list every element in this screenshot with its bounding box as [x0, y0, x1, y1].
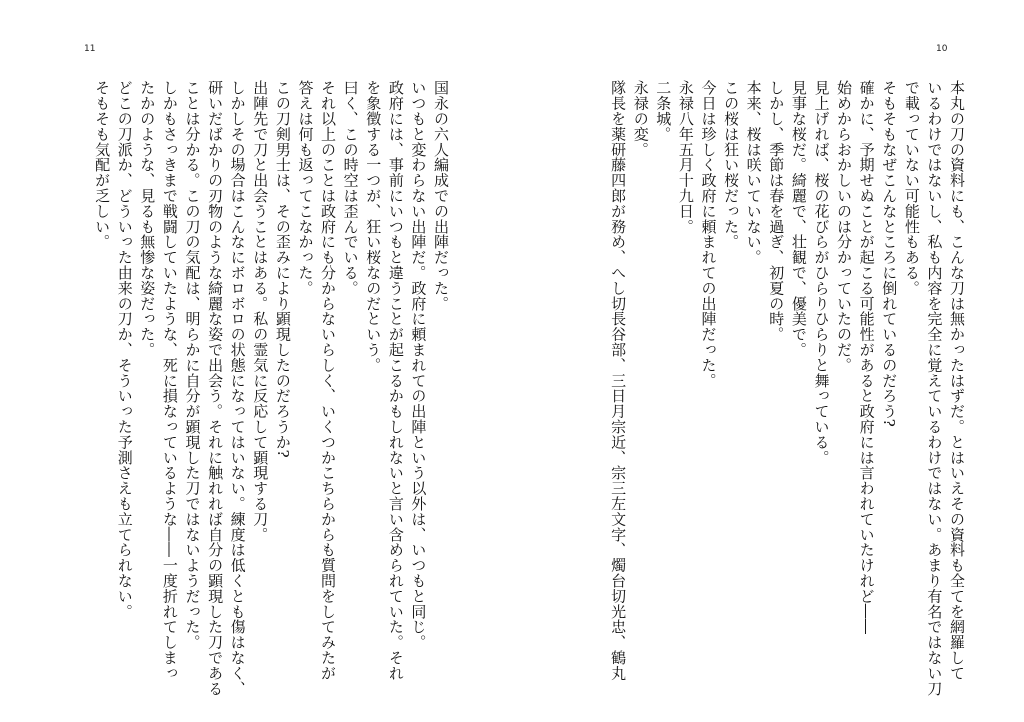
text-line: 隊長を薬研藤四郎が務め、へし切長谷部、三日月宗近、宗三左文字、燭台切光忠、鶴丸 [609, 80, 628, 681]
text-line: 政府には、事前にいつもと違うことが起こるかもしれないと言い含められていた。それ [386, 80, 405, 681]
text-line: しかし、季節は春を過ぎ、初夏の時。 [767, 80, 786, 342]
text-line: 始めからおかしいのは分かっていたのだ。 [835, 80, 854, 373]
text-line: 永禄八年五月十九日。 [676, 80, 695, 234]
text-line: 本丸の刀の資料にも、こんな刀は無かったはずだ。とはいえその資料も全てを網羅して [948, 80, 966, 681]
right-page [512, 0, 1024, 722]
text-line: 見事な桜だ。綺麗で、壮観で、優美で。 [789, 80, 808, 358]
page-number-right: 10 [936, 44, 948, 54]
text-line: 曰く、この時空は歪んでいる。 [341, 80, 360, 296]
text-line: 研いだばかりの刃物のような綺麗な姿で出会う。それに触れれば自分の顕現した刀である [206, 80, 225, 696]
text-line: そもそもなぜこんなところに倒れているのだろう? [880, 80, 899, 428]
text-line: いるわけではないし、私も内容を完全に覚えているわけではない。あまり有名ではない刀 [925, 80, 944, 696]
text-line: しかもさっきまで戦闘していたような、死に損なっているような――一度折れてしまっ [160, 80, 179, 681]
text-line: それ以上のことは政府にも分からないらしく、いくつかこちらからも質問をしてみたが [319, 80, 338, 681]
left-page-text [82, 80, 452, 696]
text-line: そもそも気配が乏しい。 [93, 80, 112, 250]
text-line: しかしその場合はこんなにボロボロの状態になってはいない。練度は低くとも傷はなく、 [228, 80, 247, 696]
text-line: ことは分かる。この刀の気配は、明らかに自分が顕現した刀ではないようだった。 [183, 80, 202, 650]
text-line: 今日は珍しく政府に頼まれての出陣だった。 [699, 80, 718, 388]
text-line: 国永の六人編成での出陣だった。 [432, 80, 450, 311]
text-line: 本来、桜は咲いていない。 [744, 80, 763, 265]
text-line: 確かに、予期せぬことが起こる可能性があると政府には言われていたけれど―― [857, 80, 876, 635]
text-line: 答えは何も返ってこなかった。 [296, 80, 315, 296]
page-number-left: 11 [84, 44, 96, 54]
text-line: この刀剣男士は、その歪みにより顕現したのだろうか? [273, 80, 292, 459]
text-line: を象徴する一つが、狂い桜なのだという。 [364, 80, 383, 373]
text-line: 永禄の変。 [631, 80, 650, 157]
right-page-text [568, 80, 968, 696]
text-line: たかのような、見るも無惨な姿だった。 [138, 80, 157, 358]
text-line: どこの刀派か、どういった由来の刀か、そういった予測さえも立てられない。 [115, 80, 134, 619]
text-line: で載っていない可能性もある。 [902, 80, 921, 296]
text-line: 見上げれば、桜の花びらがひらりひらりと舞っている。 [812, 80, 831, 465]
text-line: 二条城。 [654, 80, 673, 142]
text-line: 出陣先で刀と出会うことはある。私の霊気に反応して顕現する刀。 [251, 80, 270, 542]
text-line: この桜は狂い桜だった。 [722, 80, 741, 250]
text-line: いつもと変わらない出陣だ。政府に頼まれての出陣という以外は、いつもと同じ。 [409, 80, 428, 650]
